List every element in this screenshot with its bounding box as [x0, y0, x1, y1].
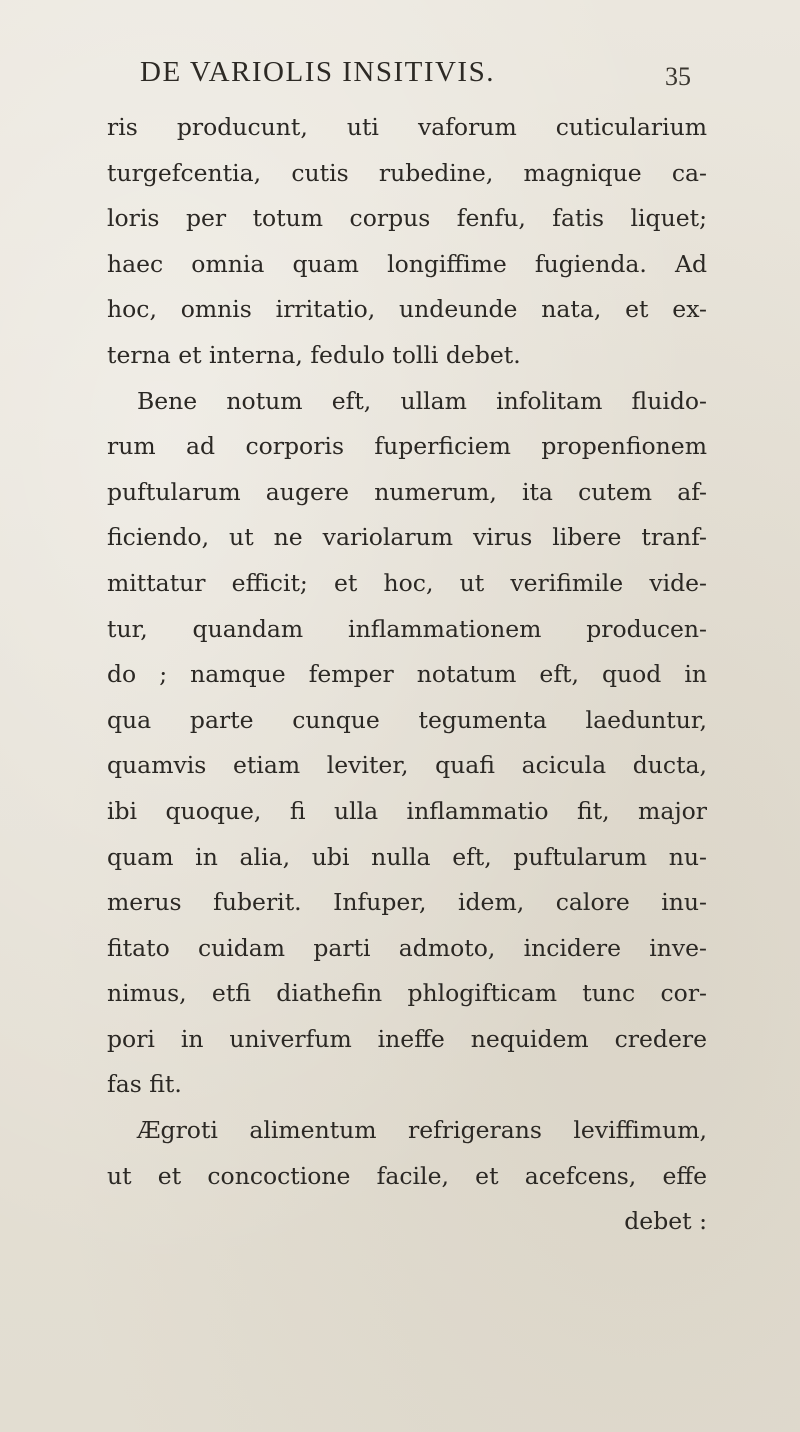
running-head: [0, 56, 800, 96]
text-line: ibi quoque, fi ulla inflammatio fit, major: [107, 796, 707, 825]
text-line: ficiendo, ut ne variolarum virus libere tranf-: [107, 523, 707, 552]
text-line: Bene notum eft, ullam infolitam fluido-: [137, 386, 707, 415]
running-title: DE VARIOLIS INSITIVIS.: [140, 56, 495, 88]
text-line: Ægroti alimentum refrigerans leviffimum,: [137, 1116, 707, 1145]
text-line: fitato cuidam parti admoto, incidere inve-: [107, 933, 707, 962]
text-line: merus fuberit. Infuper, idem, calore inu-: [107, 888, 707, 917]
text-line: rum ad corporis fuperficiem propenfionem: [107, 432, 707, 461]
text-line: fas fit.: [107, 1070, 182, 1099]
text-line: terna et interna, fedulo tolli debet.: [107, 340, 521, 369]
text-line: pori in univerfum ineffe nequidem credere: [107, 1024, 707, 1053]
text-line: quamvis etiam leviter, quafi acicula ducta,: [107, 751, 707, 780]
catchword: debet :: [624, 1207, 707, 1236]
text-line: hoc, omnis irritatio, undeunde nata, et ex-: [107, 295, 707, 324]
text-line: qua parte cunque tegumenta laeduntur,: [107, 705, 707, 734]
text-line: ut et concoctione facile, et acefcens, effe: [107, 1161, 707, 1190]
text-line: haec omnia quam longiffime fugienda. Ad: [107, 249, 707, 278]
page-number: 35: [665, 62, 691, 91]
text-line: loris per totum corpus fenfu, fatis liquet;: [107, 204, 707, 233]
text-line: puftularum augere numerum, ita cutem af-: [107, 477, 707, 506]
text-line: do ; namque femper notatum eft, quod in: [107, 660, 707, 689]
text-line: mittatur efficit; et hoc, ut verifimile vide-: [107, 568, 707, 597]
text-line: turgefcentia, cutis rubedine, magnique ca-: [107, 158, 707, 187]
text-line: tur, quandam inflammationem producen-: [107, 614, 707, 643]
body-text: [107, 105, 707, 1245]
text-line: nimus, etfi diathefin phlogifticam tunc cor-: [107, 979, 707, 1008]
text-line: quam in alia, ubi nulla eft, puftularum nu-: [107, 842, 707, 871]
text-line: ris producunt, uti vaforum cuticularium: [107, 113, 707, 141]
